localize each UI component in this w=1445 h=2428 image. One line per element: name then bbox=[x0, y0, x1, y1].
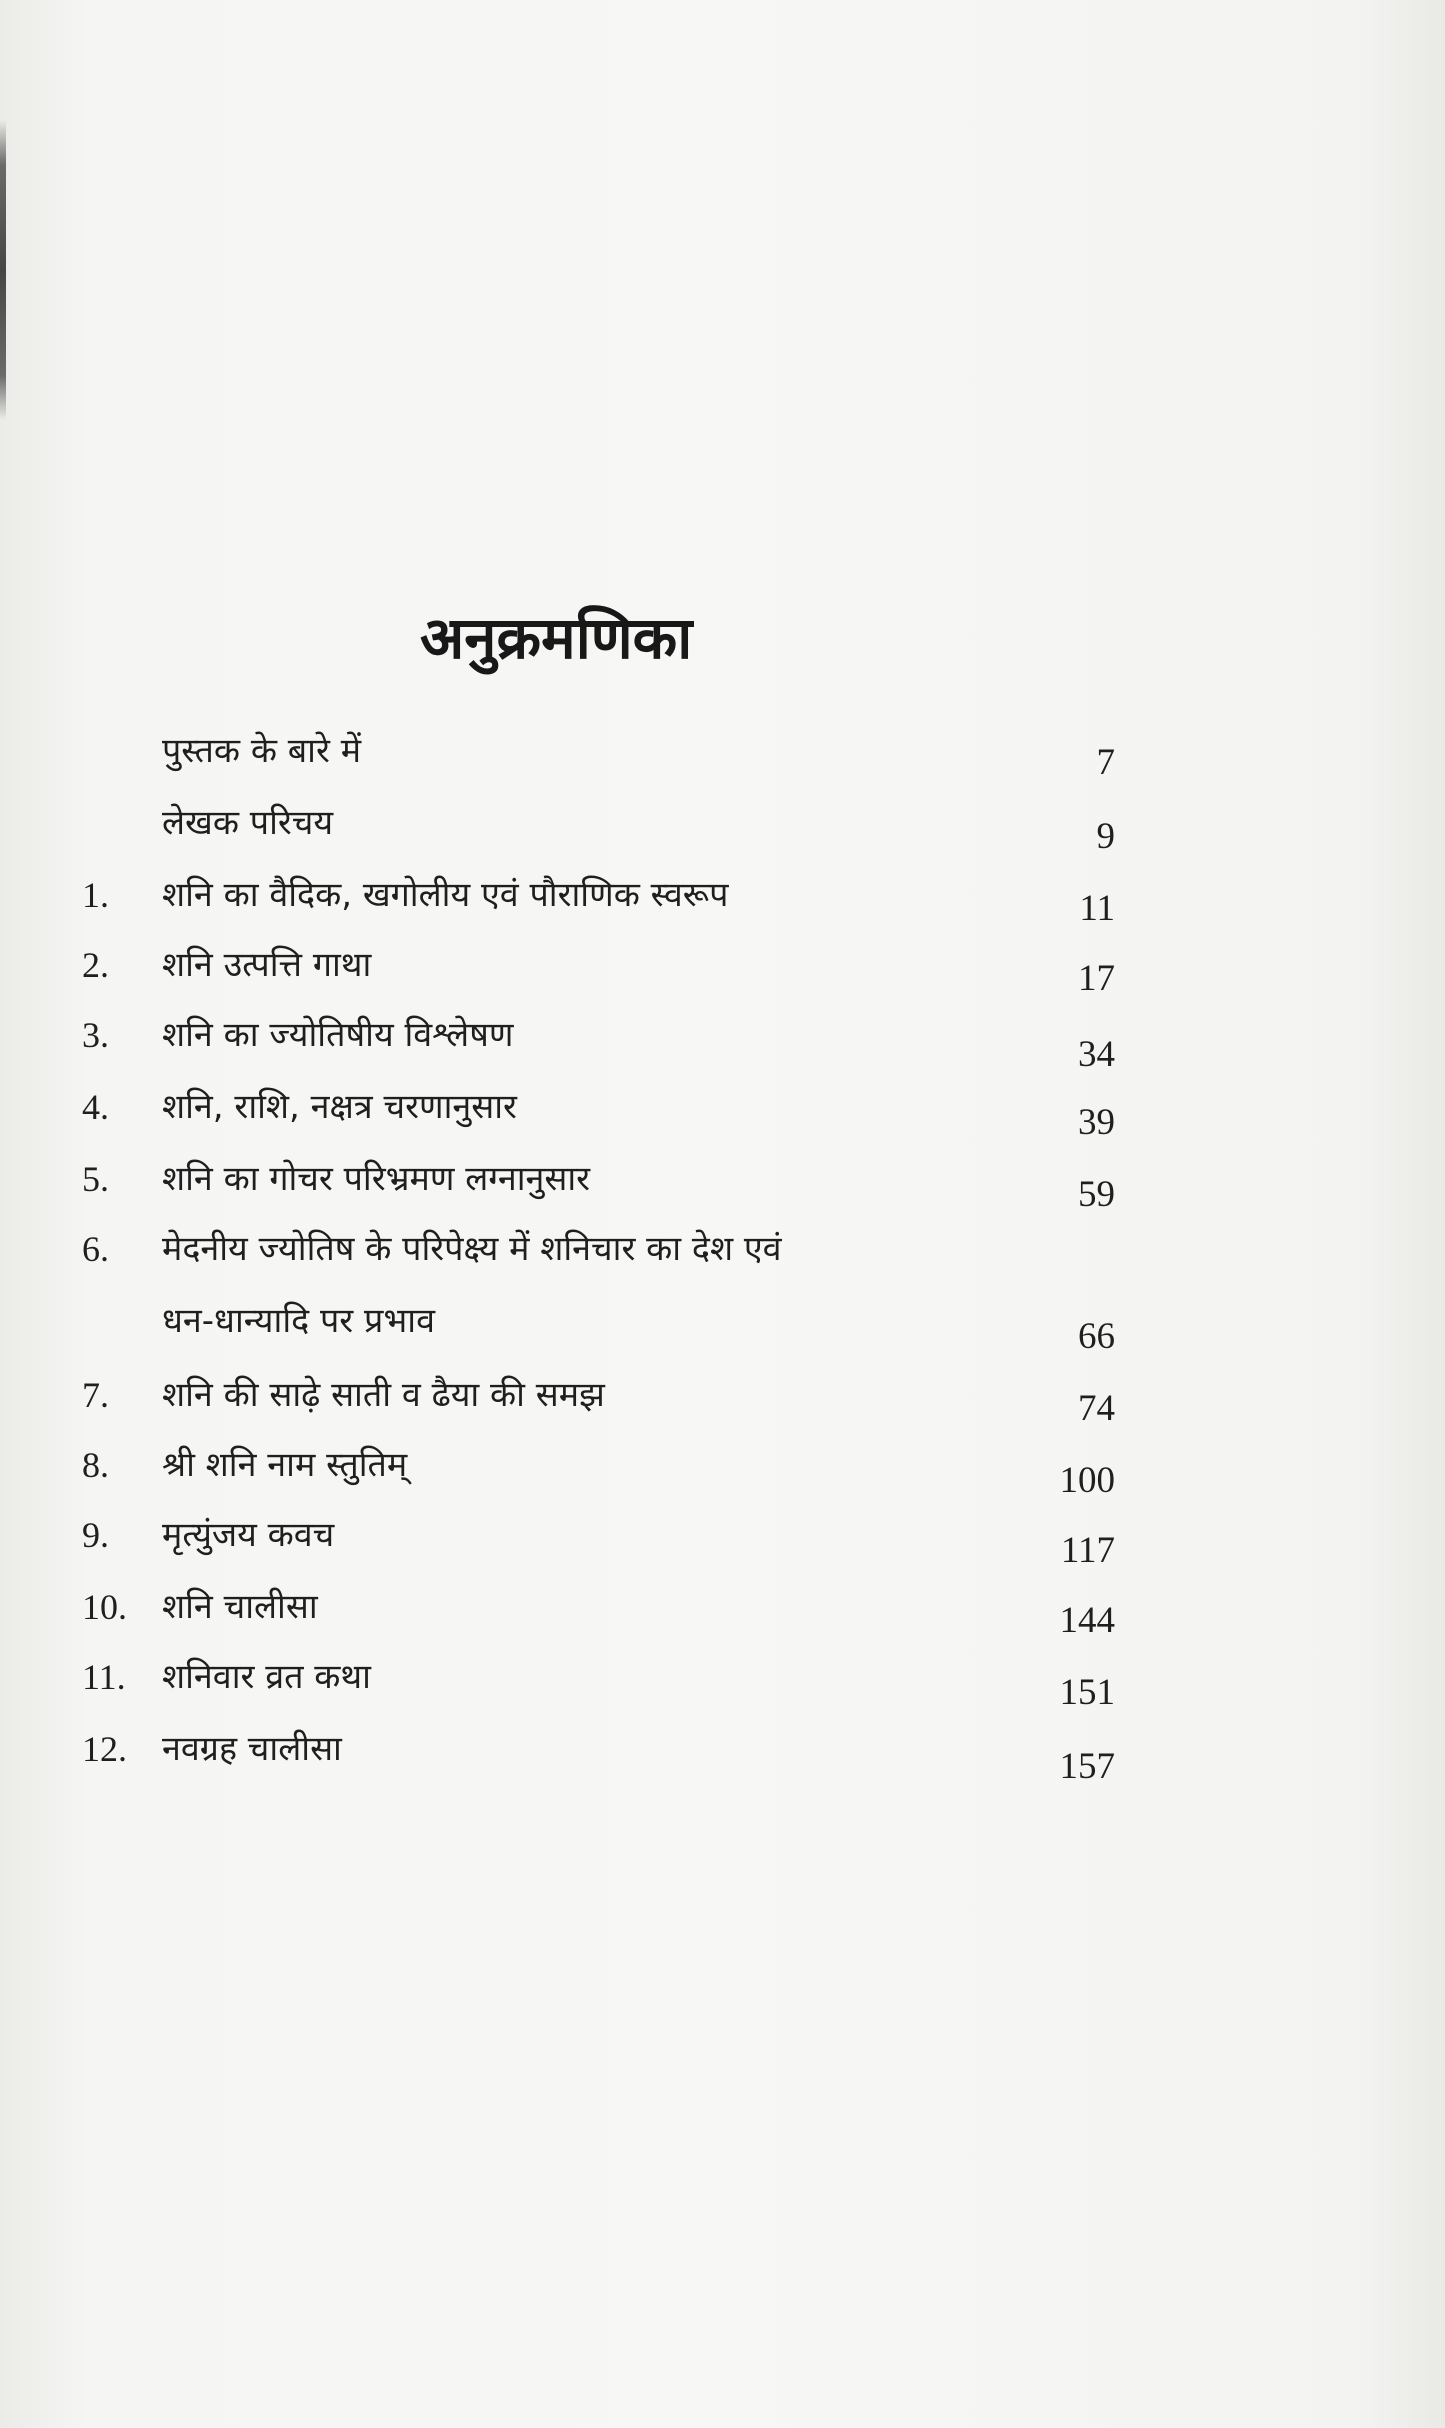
toc-entry-page: 151 bbox=[1059, 1672, 1115, 1713]
toc-entry-number: 9. bbox=[82, 1515, 109, 1555]
toc-entry-page: 7 bbox=[1096, 742, 1115, 783]
toc-entry-number: 7. bbox=[82, 1375, 109, 1415]
toc-entry-page: 34 bbox=[1078, 1034, 1115, 1075]
toc-entry-title: शनि की साढ़े साती व ढैया की समझ bbox=[162, 1375, 605, 1415]
toc-entry-title: शनि का वैदिक, खगोलीय एवं पौराणिक स्वरूप bbox=[162, 875, 729, 915]
toc-entry-page: 39 bbox=[1078, 1102, 1115, 1143]
toc-entry-page: 17 bbox=[1078, 958, 1115, 999]
toc-entry-page: 144 bbox=[1059, 1600, 1115, 1641]
toc-entry-title: लेखक परिचय bbox=[162, 803, 334, 843]
toc-entry-title: शनिवार व्रत कथा bbox=[162, 1657, 371, 1697]
toc-entry-number: 4. bbox=[82, 1087, 109, 1127]
toc-entry-number: 5. bbox=[82, 1159, 109, 1199]
toc-entry-title: शनि उत्पत्ति गाथा bbox=[162, 945, 372, 985]
toc-entry-number: 2. bbox=[82, 945, 109, 985]
toc-entry-title: शनि का गोचर परिभ्रमण लग्नानुसार bbox=[162, 1159, 591, 1199]
toc-entry-title: शनि, राशि, नक्षत्र चरणानुसार bbox=[162, 1087, 517, 1127]
toc-entry-number: 11. bbox=[82, 1657, 126, 1697]
toc-entry-page: 66 bbox=[1078, 1316, 1115, 1357]
toc-entry-number: 8. bbox=[82, 1445, 109, 1485]
toc-entry-page: 59 bbox=[1078, 1174, 1115, 1215]
toc-entry-number: 10. bbox=[82, 1587, 127, 1627]
toc-entry-page: 100 bbox=[1059, 1460, 1115, 1501]
toc-entry-title-continuation: धन-धान्यादि पर प्रभाव bbox=[162, 1301, 435, 1341]
toc-entry-page: 74 bbox=[1078, 1388, 1115, 1429]
toc-entry-title: श्री शनि नाम स्तुतिम् bbox=[162, 1445, 408, 1485]
toc-entry-title: मृत्युंजय कवच bbox=[162, 1515, 335, 1555]
toc-entry-number: 1. bbox=[82, 875, 109, 915]
toc-entry-title: नवग्रह चालीसा bbox=[162, 1729, 342, 1769]
toc-entry-number: 12. bbox=[82, 1729, 127, 1769]
toc-entry-title: शनि का ज्योतिषीय विश्लेषण bbox=[162, 1015, 514, 1055]
toc-entry-number: 3. bbox=[82, 1015, 109, 1055]
toc-entry-page: 11 bbox=[1079, 888, 1115, 929]
toc-entry-title: मेदनीय ज्योतिष के परिपेक्ष्य में शनिचार का देश एवं bbox=[162, 1229, 782, 1269]
toc-entry-title: पुस्तक के बारे में bbox=[162, 731, 362, 771]
toc-entry-number: 6. bbox=[82, 1229, 109, 1269]
toc-entry-page: 117 bbox=[1060, 1530, 1115, 1571]
toc-entry-page: 157 bbox=[1059, 1746, 1115, 1787]
toc-entry-title: शनि चालीसा bbox=[162, 1587, 318, 1627]
toc-entry-page: 9 bbox=[1096, 816, 1115, 857]
page-title: अनुक्रमणिका bbox=[420, 604, 693, 672]
